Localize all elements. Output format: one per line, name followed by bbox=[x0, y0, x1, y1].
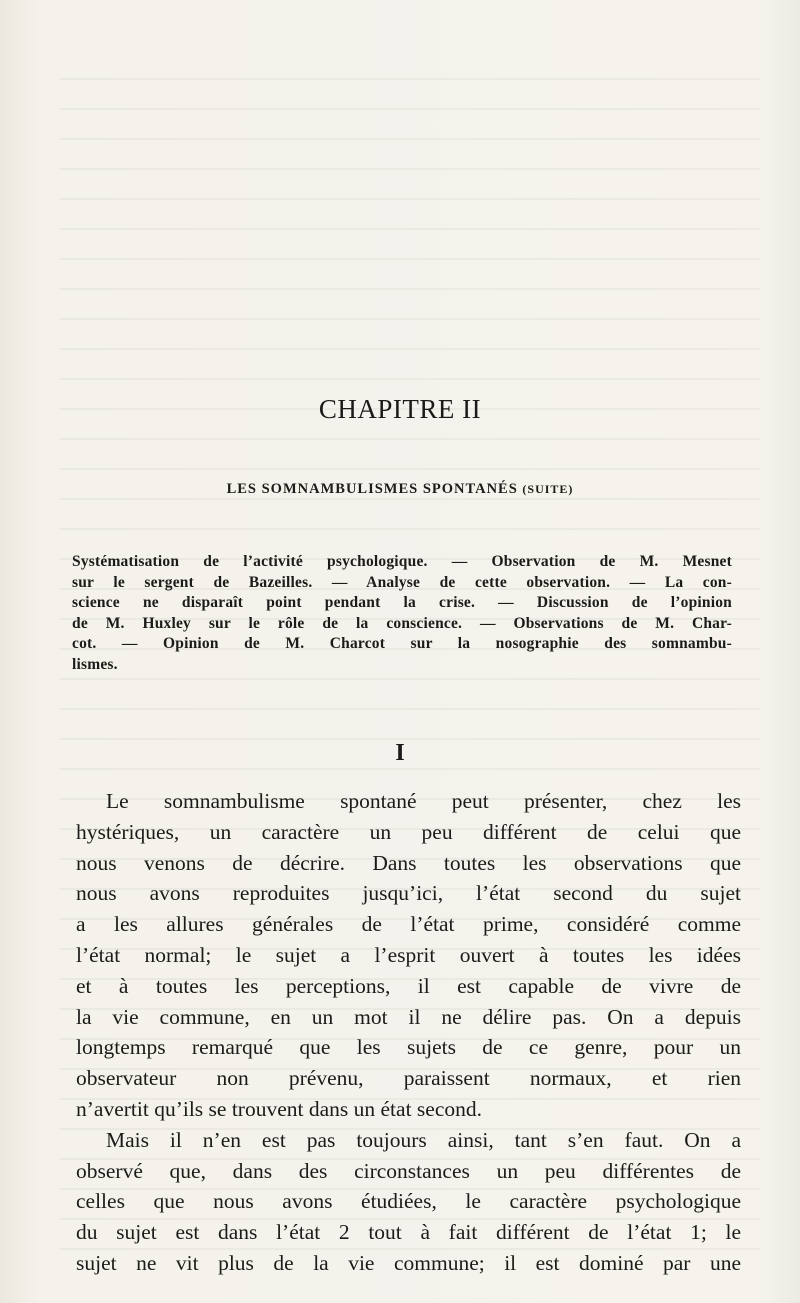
paragraph-line: celles que nous avons étudiées, le caractère psychologique bbox=[76, 1189, 741, 1214]
chapter-subtitle bbox=[0, 481, 800, 498]
paragraph-line: nous venons de décrire. Dans toutes les observations que bbox=[76, 850, 741, 875]
paragraph-line: longtemps remarqué que les sujets de ce genre, pour un bbox=[76, 1035, 741, 1060]
paragraph-line: Le somnambulisme spontané peut présenter, chez les bbox=[106, 789, 741, 813]
paragraph-line: l’état normal; le sujet a l’esprit ouvert à toutes les idées bbox=[76, 942, 741, 967]
body-text bbox=[76, 786, 741, 1279]
paragraph-line: du sujet est dans l’état 2 tout à fait différent de l’état 1; le bbox=[76, 1220, 741, 1245]
summary-line: de M. Huxley sur le rôle de la conscience. — Observations de M. Char- bbox=[72, 614, 732, 632]
paragraph-line: n’avertit qu’ils se trouvent dans un état second. bbox=[76, 1096, 483, 1121]
paragraph-line: observé que, dans des circonstances un peu différentes de bbox=[76, 1158, 741, 1183]
paragraph-line: a les allures générales de l’état prime, considéré comme bbox=[76, 912, 741, 937]
section-number: I bbox=[395, 740, 405, 766]
summary-line: science ne disparaît point pendant la crise. — Discussion de l’opinion bbox=[72, 594, 732, 611]
paragraph-line: Mais il n’en est pas toujours ainsi, tant s’en faut. On a bbox=[106, 1127, 741, 1152]
paragraph-line: la vie commune, en un mot il ne délire pas. On a depuis bbox=[76, 1004, 741, 1029]
paragraph-line: et à toutes les perceptions, il est capable de vivre de bbox=[76, 973, 741, 998]
paragraph-line: hystériques, un caractère un peu différent de celui que bbox=[76, 819, 741, 844]
paragraph-line: observateur non prévenu, paraissent normaux, et rien bbox=[76, 1066, 741, 1091]
paragraph-line: nous avons reproduites jusqu’ici, l’état second du sujet bbox=[76, 881, 741, 906]
chapter-title: CHAPITRE II bbox=[318, 394, 482, 424]
chapter-subtitle-suffix: (SUITE) bbox=[522, 482, 574, 496]
summary-line: sur le sergent de Bazeilles. — Analyse de cette observation. — La con- bbox=[72, 573, 732, 591]
summary-line: Systématisation de l’activité psychologique. — Observation de M. Mesnet bbox=[72, 553, 732, 570]
summary-line: cot. — Opinion de M. Charcot sur la nosographie des somnambu- bbox=[72, 635, 732, 652]
chapter-summary bbox=[72, 552, 732, 675]
summary-line: lismes. bbox=[72, 655, 118, 673]
paragraph-line: sujet ne vit plus de la vie commune; il est dominé par une bbox=[76, 1250, 741, 1275]
chapter-subtitle-main: LES SOMNAMBULISMES SPONTANÉS bbox=[226, 481, 518, 497]
